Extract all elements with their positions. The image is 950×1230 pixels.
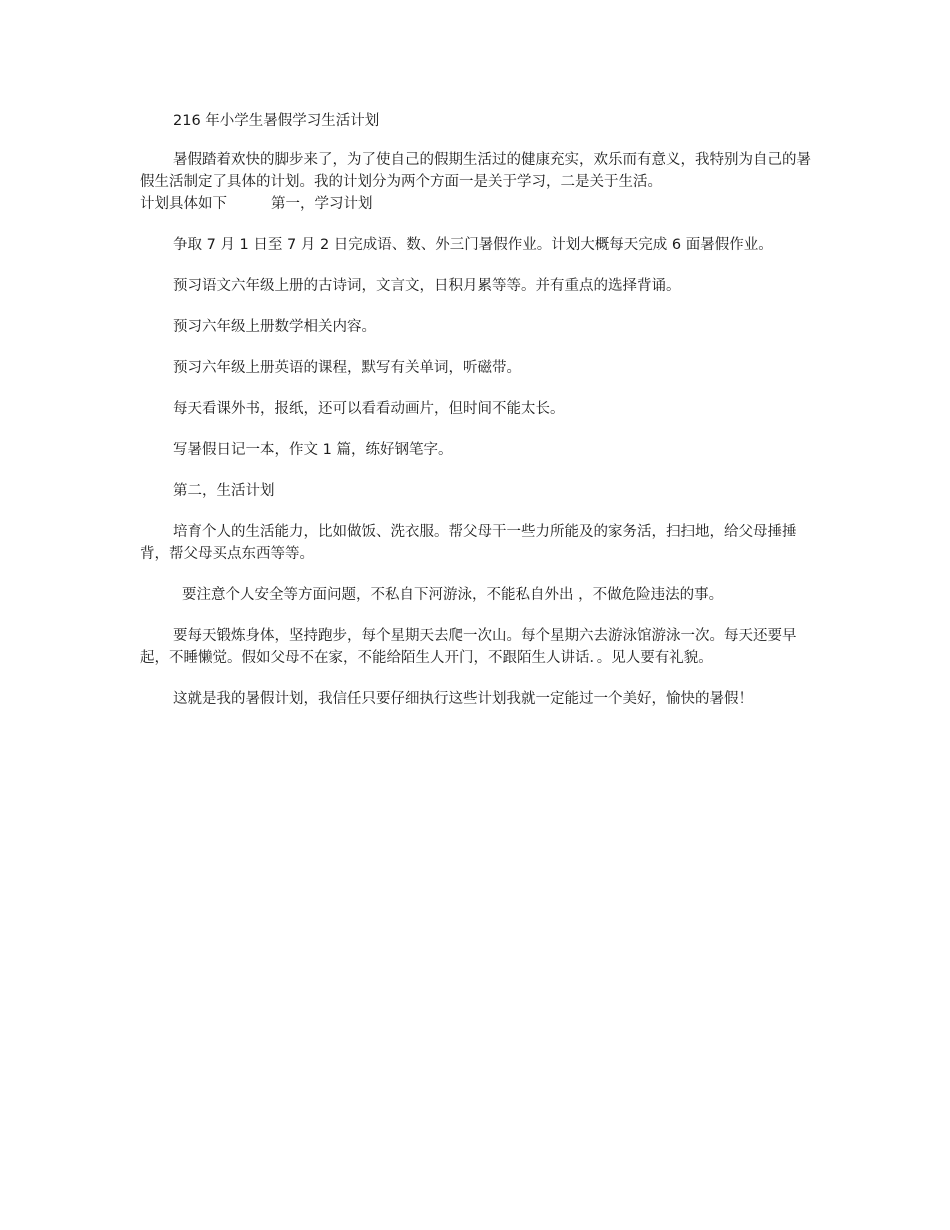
study-item-3: 预习六年级上册数学相关内容。 [173,319,376,335]
section1-heading: 第一，学习计划 [271,196,373,212]
life-item-1: 培育个人的生活能力，比如做饭、洗衣服。帮父母干一些力所能及的家务活，扫扫地，给父母捶捶背，帮父母买点东西等等。 [140,524,797,562]
study-item-6: 写暑假日记一本，作文 1 篇，练好钢笔字。 [173,442,453,458]
study-item-4: 预习六年级上册英语的课程，默写有关单词，听磁带。 [173,360,521,376]
intro-tail-line [140,193,822,215]
study-item-2: 预习语文六年级上册的古诗词，文言文，日积月累等等。并有重点的选择背诵。 [173,278,681,294]
life-item-2: 要注意个人安全等方面问题，不私自下河游泳，不能私自外出 ，不做危险违法的事。 [182,587,724,603]
document-body [140,110,822,729]
closing-paragraph: 这就是我的暑假计划，我信任只要仔细执行这些计划我就一定能过一个美好，愉快的暑假！ [173,691,753,707]
document-title: 216 年小学生暑假学习生活计划 [173,113,380,129]
study-item-1: 争取 7 月 1 日至 7 月 2 日完成语、数、外三门暑假作业。计划大概每天完成 6 面暑假作业。 [173,237,773,253]
intro-text: 暑假踏着欢快的脚步来了，为了使自己的假期生活过的健康充实，欢乐而有意义，我特别为自己的暑假生活制定了具体的计划。我的计划分为两个方面一是关于学习，二是关于生活。 [140,152,811,190]
life-item-3: 要每天锻炼身体，坚持跑步，每个星期天去爬一次山。每个星期六去游泳馆游泳一次。每天还要早起，不睡懒觉。假如父母不在家，不能给陌生人开门，不跟陌生人讲话．。见人要有礼貌。 [140,628,797,666]
intro-paragraph [140,149,822,193]
study-item-5: 每天看课外书，报纸，还可以看看动画片，但时间不能太长。 [173,401,565,417]
section2-heading: 第二，生活计划 [173,483,275,499]
intro-tail-text: 计划具体如下 [140,196,227,212]
